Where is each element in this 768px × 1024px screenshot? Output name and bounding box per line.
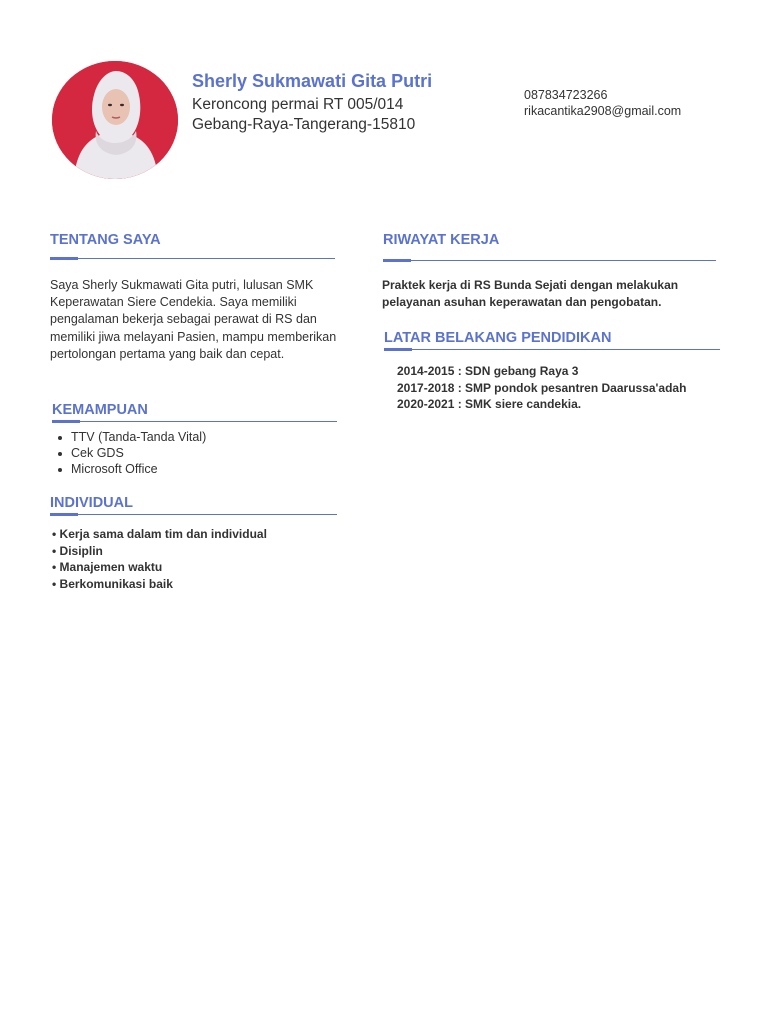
- section-accent-bar: [52, 420, 80, 423]
- work-text: Praktek kerja di RS Bunda Sejati dengan melakukan pelayanan asuhan keperawatan dan pengobatan.: [382, 278, 679, 309]
- section-title-work: RIWAYAT KERJA: [383, 232, 500, 248]
- list-item: 2014-2015 : SDN gebang Raya 3: [397, 364, 579, 378]
- section-accent-bar: [383, 259, 411, 262]
- section-divider: [50, 514, 337, 515]
- skills-list: [50, 429, 206, 478]
- education-list: [397, 363, 686, 413]
- phone-number: 087834723266: [524, 88, 608, 102]
- list-item: • Disiplin: [52, 543, 103, 558]
- section-accent-bar: [50, 513, 78, 516]
- section-title-skills: KEMAMPUAN: [52, 402, 148, 418]
- profile-photo: [52, 61, 178, 179]
- list-item: Microsoft Office: [50, 461, 206, 477]
- section-divider: [50, 258, 335, 259]
- individual-list: [52, 526, 267, 592]
- email-address: rikacantika2908@gmail.com: [524, 104, 682, 118]
- person-portrait-icon: [52, 61, 178, 179]
- section-divider: [52, 421, 337, 422]
- address-line-2: Gebang-Raya-Tangerang-15810: [192, 116, 416, 133]
- list-item: 2017-2018 : SMP pondok pesantren Daarussa'adah: [397, 380, 687, 395]
- section-divider: [383, 260, 716, 261]
- section-title-about: TENTANG SAYA: [50, 232, 161, 248]
- address-block: [192, 95, 415, 135]
- section-title-education: LATAR BELAKANG PENDIDIKAN: [384, 330, 612, 346]
- contact-block: [524, 87, 681, 119]
- section-title-individual: INDIVIDUAL: [50, 495, 133, 511]
- list-item: • Kerja sama dalam tim dan individual: [52, 527, 267, 541]
- section-accent-bar: [384, 348, 412, 351]
- list-item: • Manajemen waktu: [52, 560, 163, 574]
- list-item: TTV (Tanda-Tanda Vital): [50, 429, 206, 445]
- list-item: Cek GDS: [50, 445, 206, 461]
- section-accent-bar: [50, 257, 78, 260]
- address-line-1: Keroncong permai RT 005/014: [192, 96, 404, 113]
- candidate-name: Sherly Sukmawati Gita Putri: [192, 71, 433, 91]
- section-divider: [384, 349, 720, 350]
- list-item: 2020-2021 : SMK siere candekia.: [397, 397, 582, 411]
- about-text: Saya Sherly Sukmawati Gita putri, lulusan SMK Keperawatan Siere Cendekia. Saya memiliki pengalaman bekerja sebagai perawat di RS dan memiliki jiwa melayani Pasien, mampu memberikan pertolongan pertama yang baik dan cepat.: [50, 278, 337, 361]
- list-item: • Berkomunikasi baik: [52, 576, 173, 591]
